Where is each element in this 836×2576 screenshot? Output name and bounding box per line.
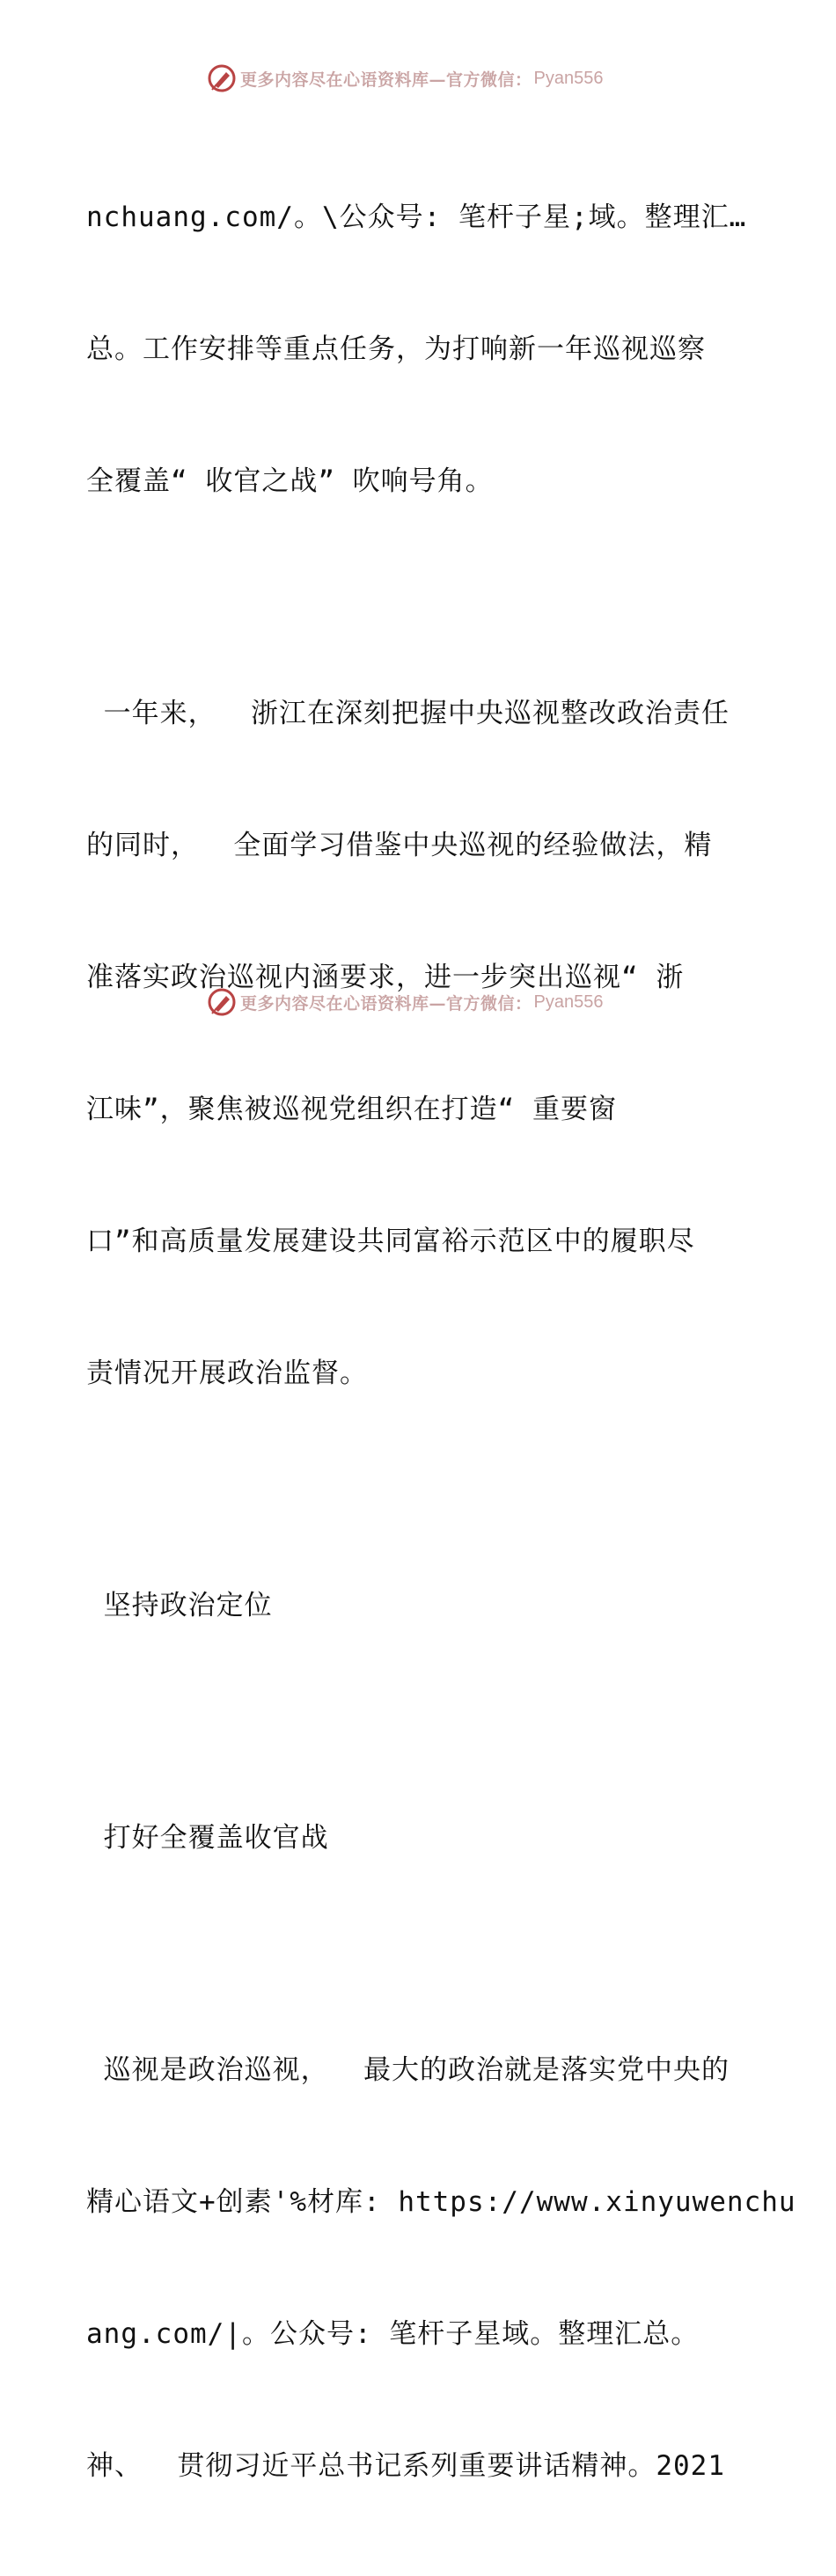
watermark-text: 更多内容尽在心语资料库—官方微信：: [240, 70, 532, 90]
text-line: 江味”，聚焦被巡视党组织在打造“ 重要窗: [86, 1094, 617, 1125]
footer-watermark: [207, 987, 603, 1017]
text-line: 的同时， 全面学习借鉴中央巡视的经验做法，精: [86, 830, 713, 861]
text-line: 巡视是政治巡视， 最大的政治就是落实党中央的: [86, 2054, 730, 2086]
paragraph: [86, 1960, 796, 2576]
text-line: 口”和高质量发展建设共同富裕示范区中的履职尽: [86, 1226, 695, 1257]
text-line: nchuang.com/。\公众号: 笔杆子星;域。整理汇…: [86, 201, 747, 233]
text-line: 一年来， 浙江在深刻把握中央巡视整改政治责任: [86, 698, 730, 729]
watermark-wechat-id: Pyan556: [533, 992, 604, 1012]
section-heading: [86, 1496, 748, 1716]
text-line: 责情况开展政治监督。: [86, 1358, 368, 1389]
text-line: 打好全覆盖收官战: [86, 1822, 329, 1854]
text-line: 坚持政治定位: [86, 1590, 273, 1621]
pen-logo-icon: [207, 63, 237, 93]
pen-logo-icon: [207, 987, 237, 1017]
paragraph: [86, 604, 748, 1483]
watermark-wechat-id: Pyan556: [533, 68, 604, 88]
text-line: 神、 贯彻习近平总书记系列重要讲话精神。2021: [86, 2450, 725, 2482]
document-body: [86, 107, 796, 2576]
text-line: 总。工作安排等重点任务，为打响新一年巡视巡察: [86, 333, 706, 365]
header-watermark: [207, 63, 603, 93]
text-line: 全覆盖“ 收官之战” 吹响号角。: [86, 465, 494, 497]
text-line: ang.com/|。公众号: 笔杆子星域。整理汇总。: [86, 2318, 700, 2350]
text-line: 准落实政治巡视内涵要求，进一步突出巡视“ 浙: [86, 962, 685, 993]
section-heading: [86, 1728, 748, 1948]
watermark-text: 更多内容尽在心语资料库—官方微信：: [240, 993, 532, 1014]
paragraph: [86, 107, 748, 591]
text-line: 精心语文+创素'%材库: https://www.xinyuwenchu: [86, 2186, 796, 2218]
